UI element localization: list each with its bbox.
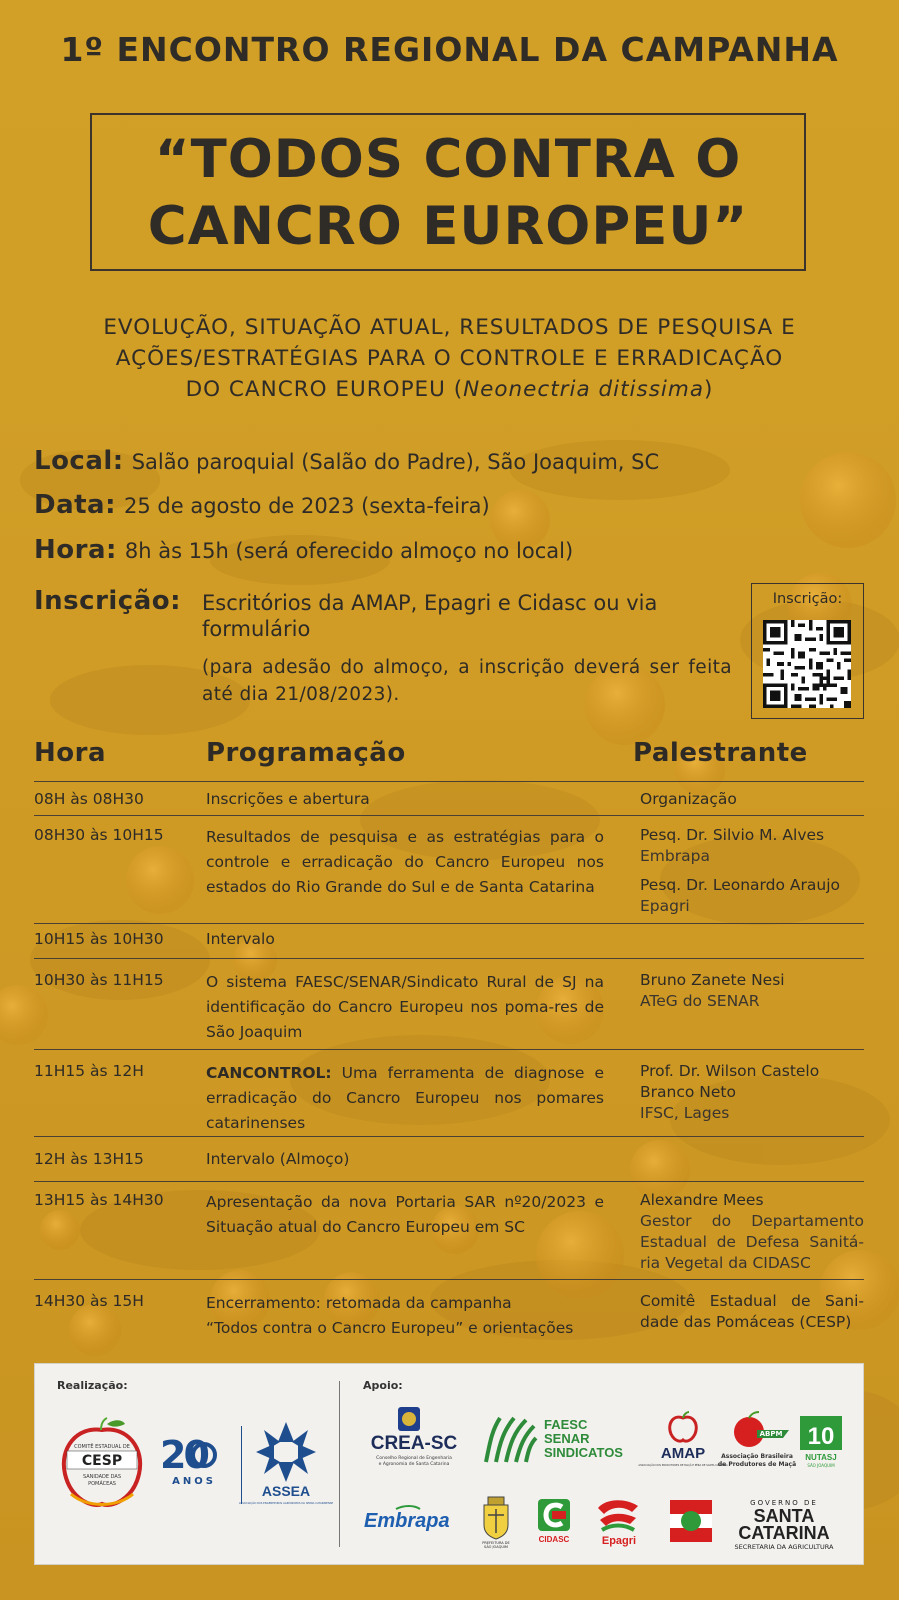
speaker-affiliation: Gestor do Departamento Estadual de Defesa Sanitá-ria Vegetal da CIDASC <box>640 1212 864 1272</box>
amap-sub: ASSOCIAÇÃO DOS PRODUTORES DE MAÇÃ E PÊRA DE SANTA CATARINA <box>638 1464 728 1467</box>
event-subtitle <box>40 312 859 405</box>
anos-number: 20 <box>160 1433 207 1477</box>
table-divider <box>34 1049 864 1050</box>
registration-note: (para adesão do almoço, a inscrição deverá ser feita até dia 21/08/2023). <box>202 657 732 705</box>
crea-name: CREA-SC <box>370 1433 458 1454</box>
time-value: 8h às 15h (será oferecido almoço no local) <box>124 539 574 563</box>
amap-logo <box>638 1412 728 1470</box>
subtitle-line3-text: DO CANCRO EUROPEU ( <box>185 377 464 402</box>
row-program: Resultados de pesquisa e as estratégias para o controle e erradicação do Cancro Europeu nos estados do Rio Grande do Sul e de Santa Catarina <box>206 828 604 896</box>
local-value: Salão paroquial (Salão do Padre), São Joaquim, SC <box>131 450 660 474</box>
nutasj-sub: SÃO JOAQUIM <box>807 1463 835 1468</box>
program-highlight: CANCONTROL: <box>206 1064 332 1082</box>
qr-label: Inscrição: <box>772 591 843 607</box>
row-time: 13H15 às 14H30 <box>34 1191 164 1209</box>
row-time: 10H15 às 10H30 <box>34 930 164 948</box>
local-row <box>34 446 659 476</box>
faesc-line1: FAESC <box>544 1417 588 1432</box>
subtitle-close-paren: ) <box>704 377 714 402</box>
row-program: Intervalo (Almoço) <box>206 1150 350 1168</box>
campaign-title-line2: CANCRO EUROPEU” <box>147 196 749 257</box>
table-divider <box>34 815 864 816</box>
speaker-name: Prof. Dr. Wilson Castelo Branco Neto <box>640 1062 820 1101</box>
table-divider <box>34 1279 864 1280</box>
cidasc-logo <box>536 1497 572 1545</box>
faesc-line2: SENAR <box>544 1431 590 1446</box>
speaker-name: Pesq. Dr. Leonardo Araujo <box>640 876 840 894</box>
col-header-hora: Hora <box>34 738 106 768</box>
speaker-affiliation: IFSC, Lages <box>640 1104 730 1122</box>
anos-label: ANOS <box>172 1476 216 1487</box>
row-program <box>206 1291 604 1341</box>
speaker-affiliation: ATeG do SENAR <box>640 992 760 1010</box>
assea-logo <box>238 1420 334 1508</box>
assea-name: ASSEA <box>261 1483 311 1499</box>
prefeitura-line2: SÃO JOAQUIM <box>484 1545 508 1549</box>
amap-name: AMAP <box>660 1445 706 1462</box>
logo-divider <box>241 1426 242 1504</box>
program-line: “Todos contra o Cancro Europeu” e orientações <box>206 1319 574 1337</box>
embrapa-logo <box>360 1503 460 1537</box>
registration-value: Escritórios da AMAP, Epagri e Cidasc ou via formulário <box>202 591 658 641</box>
row-program: Inscrições e abertura <box>206 790 370 808</box>
crea-sub2: e Agronomia de Santa Catarina <box>378 1462 450 1467</box>
campaign-title <box>90 126 806 260</box>
speaker-affiliation: Embrapa <box>640 847 710 865</box>
row-time: 08H às 08H30 <box>34 790 144 808</box>
governo-santa-catarina-logo <box>668 1496 844 1552</box>
local-label: Local: <box>34 446 124 476</box>
speaker-name: Pesq. Dr. Silvio M. Alves <box>640 826 825 844</box>
row-time: 14H30 às 15H <box>34 1292 144 1310</box>
registration-label: Inscrição: <box>34 586 182 616</box>
row-program <box>206 1061 604 1136</box>
nutasj-logo <box>798 1414 844 1470</box>
cesp-line1: COMITÊ ESTADUAL DE <box>74 1444 130 1450</box>
row-speakers <box>640 970 864 1012</box>
faesc-senar-logo <box>482 1412 642 1464</box>
realizacao-label: Realização: <box>57 1379 128 1392</box>
time-row <box>34 535 573 565</box>
date-label: Data: <box>34 490 116 520</box>
prefeitura-sao-joaquim-logo <box>478 1495 514 1549</box>
date-row <box>34 490 490 520</box>
col-header-programacao: Programação <box>206 738 406 768</box>
cesp-line3: POMÁCEAS <box>88 1481 116 1487</box>
row-speaker: Comitê Estadual de Sani-dade das Pomáceas (CESP) <box>640 1292 864 1331</box>
program-text: Uma ferramenta de diagnose e erradicação do Cancro Europeu nos pomares catarinenses <box>206 1064 604 1132</box>
crea-sub1: Conselho Regional de Engenharia <box>376 1456 452 1461</box>
table-divider <box>34 1181 864 1182</box>
epagri-name: Epagri <box>601 1535 637 1547</box>
nutasj-name: NUTASJ <box>805 1453 837 1462</box>
program-line: Encerramento: retomada da campanha <box>206 1294 512 1312</box>
abpm-sub2: de Produtores de Maçã <box>717 1461 797 1468</box>
row-time: 11H15 às 12H <box>34 1062 144 1080</box>
subtitle-line2: AÇÕES/ESTRATÉGIAS PARA O CONTROLE E ERRADICAÇÃO <box>115 346 784 371</box>
abpm-name: ABPM <box>759 1430 783 1438</box>
crea-sc-logo <box>360 1405 468 1473</box>
row-program: Intervalo <box>206 930 275 948</box>
speaker-name: Alexandre Mees <box>640 1191 764 1209</box>
table-divider <box>34 958 864 959</box>
time-label: Hora: <box>34 535 117 565</box>
speaker-name: Bruno Zanete Nesi <box>640 971 785 989</box>
governo-line3: CATARINA <box>738 1523 830 1543</box>
governo-line2: SANTA <box>753 1506 815 1526</box>
prefeitura-line1: PREFEITURA DE <box>482 1541 510 1545</box>
governo-line4: SECRETARIA DA AGRICULTURA <box>734 1543 834 1551</box>
row-speakers <box>640 1190 864 1274</box>
cesp-line2: SANIDADE DAS <box>82 1474 122 1480</box>
row-speaker: Organização <box>640 790 737 808</box>
table-divider <box>34 923 864 924</box>
row-time: 10H30 às 11H15 <box>34 971 164 989</box>
row-time: 08H30 às 10H15 <box>34 826 164 844</box>
epagri-logo <box>592 1496 646 1546</box>
svg-text:10: 10 <box>807 1423 835 1450</box>
faesc-line3: SINDICATOS <box>544 1445 623 1460</box>
abpm-logo <box>717 1412 797 1470</box>
apoio-label: Apoio: <box>363 1379 403 1392</box>
campaign-title-line1: “TODOS CONTRA O <box>154 129 742 190</box>
row-program: Apresentação da nova Portaria SAR nº20/2023 e Situação atual do Cancro Europeu em SC <box>206 1193 604 1236</box>
embrapa-name: Embrapa <box>364 1510 450 1532</box>
species-name: Neonectria ditissima <box>463 377 705 402</box>
cesp-logo <box>57 1418 147 1510</box>
subtitle-line3 <box>40 374 859 405</box>
col-header-palestrante: Palestrante <box>633 738 808 768</box>
row-speakers <box>640 825 864 917</box>
row-speakers <box>640 1061 864 1124</box>
table-divider <box>34 781 864 782</box>
row-program: O sistema FAESC/SENAR/Sindicato Rural de SJ na identificação do Cancro Europeu nos poma-res de São Joaquim <box>206 973 604 1041</box>
cesp-name: CESP <box>81 1453 123 1469</box>
subtitle-line1: EVOLUÇÃO, SITUAÇÃO ATUAL, RESULTADOS DE PESQUISA E <box>103 315 796 340</box>
table-divider <box>34 1136 864 1137</box>
event-edition-title: 1º ENCONTRO REGIONAL DA CAMPANHA <box>60 30 839 69</box>
twenty-years-logo <box>160 1432 228 1492</box>
governo-line1: GOVERNO DE <box>750 1499 818 1507</box>
date-value: 25 de agosto de 2023 (sexta-feira) <box>124 494 490 518</box>
footer-divider <box>339 1381 340 1547</box>
cidasc-name: CIDASC <box>538 1535 570 1544</box>
row-time: 12H às 13H15 <box>34 1150 144 1168</box>
registration-qr-code[interactable] <box>763 620 851 708</box>
assea-sub: ASSOCIAÇÃO DOS ENGENHEIROS AGRÔNOMOS DA SERRA CATARINENSE <box>238 1502 334 1505</box>
speaker-affiliation: Epagri <box>640 897 690 915</box>
abpm-sub1: Associação Brasileira <box>721 1453 793 1460</box>
